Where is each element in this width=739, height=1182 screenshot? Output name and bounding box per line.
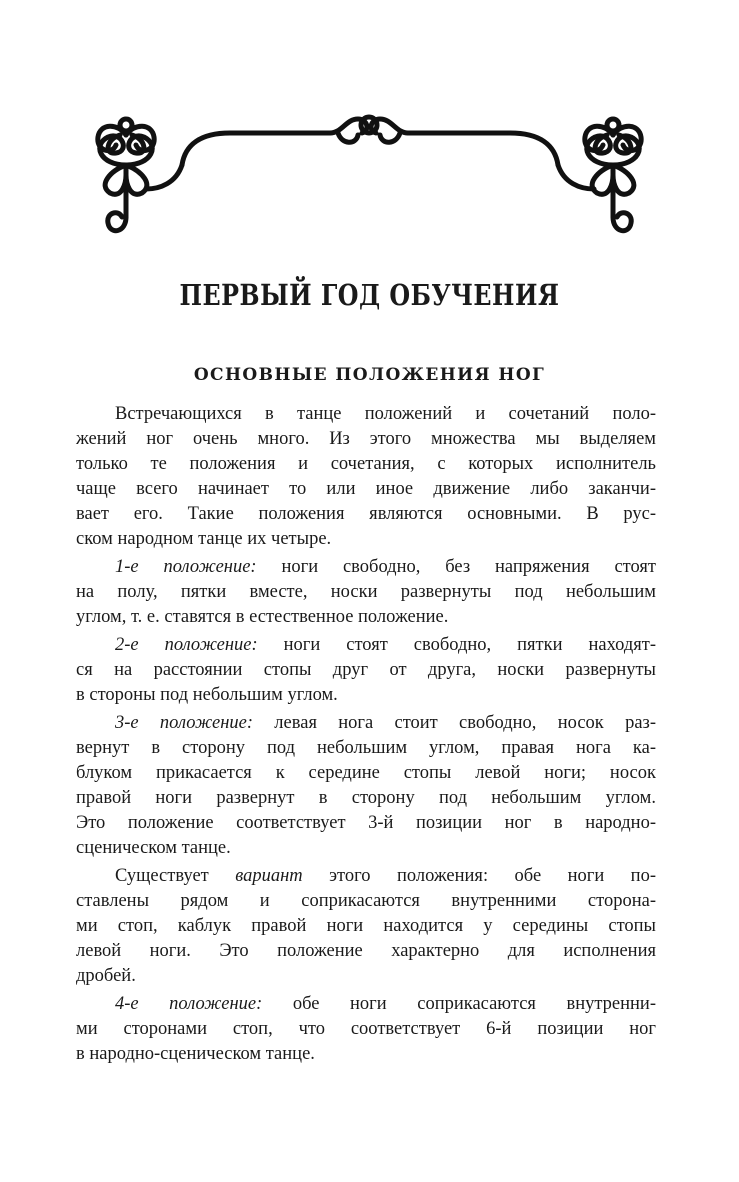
text-line: в стороны под небольшим углом. [76, 685, 338, 705]
text-line: блуком прикасается к середине стопы левой ноги; носок [76, 763, 656, 783]
paragraph-first-line: Существует вариант этого положения: обе ноги по- [115, 866, 656, 886]
text-line: Встречающихся в танце положений и сочетаний поло- [115, 404, 656, 424]
text-line: дробей. [76, 966, 136, 986]
text-line: ся на расстоянии стопы друг от друга, носки развернуты [76, 660, 656, 680]
paragraph-first-line: 3-е положение: левая нога стоит свободно, носок раз- [115, 713, 656, 733]
text-line: ми стоп, каблук правой ноги находится у середины стопы [76, 916, 656, 936]
decorative-ornament [80, 105, 659, 245]
text-line: сценическом танце. [76, 838, 231, 858]
text-line: вернут в сторону под небольшим углом, правая нога ка- [76, 738, 656, 758]
body-text [76, 402, 656, 1067]
text-line: чаще всего начинает то или иное движение либо заканчи- [76, 479, 656, 499]
text-line: правой ноги развернут в сторону под небольшим углом. [76, 788, 656, 808]
text-line: жений ног очень много. Из этого множества мы выделяем [76, 429, 656, 449]
text-line: вает его. Такие положения являются основными. В рус- [76, 504, 656, 524]
position-label: 3-е положение: [115, 713, 254, 733]
position-label: 1-е положение: [115, 557, 257, 577]
text-line: ском народном танце их четыре. [76, 529, 332, 549]
text-line: только те положения и сочетания, с которых исполнитель [76, 454, 656, 474]
position-label: 4-е положение: [115, 994, 263, 1014]
paragraph-first-line: 4-е положение: обе ноги соприкасаются внутренни- [115, 994, 656, 1014]
text-line: на полу, пятки вместе, носки развернуты под небольшим [76, 582, 656, 602]
text-line: ставлены рядом и соприкасаются внутренними сторона- [76, 891, 656, 911]
paragraph-first-line: 1-е положение: ноги свободно, без напряжения стоят [115, 557, 656, 577]
chapter-title: ПЕРВЫЙ ГОД ОБУЧЕНИЯ [179, 278, 560, 312]
section-title: ОСНОВНЫЕ ПОЛОЖЕНИЯ НОГ [193, 365, 546, 385]
text-line: в народно-сценическом танце. [76, 1044, 315, 1064]
position-label: 2-е положение: [115, 635, 258, 655]
text-line: углом, т. е. ставятся в естественное положение. [76, 607, 449, 627]
text-line: Это положение соответствует 3-й позиции ног в народно- [76, 813, 656, 833]
text-line: левой ноги. Это положение характерно для исполнения [76, 941, 656, 961]
variant-term: вариант [235, 866, 303, 886]
text-line: ми сторонами стоп, что соответствует 6-й позиции ног [76, 1019, 656, 1039]
paragraph-first-line: 2-е положение: ноги стоят свободно, пятки находят- [115, 635, 656, 655]
